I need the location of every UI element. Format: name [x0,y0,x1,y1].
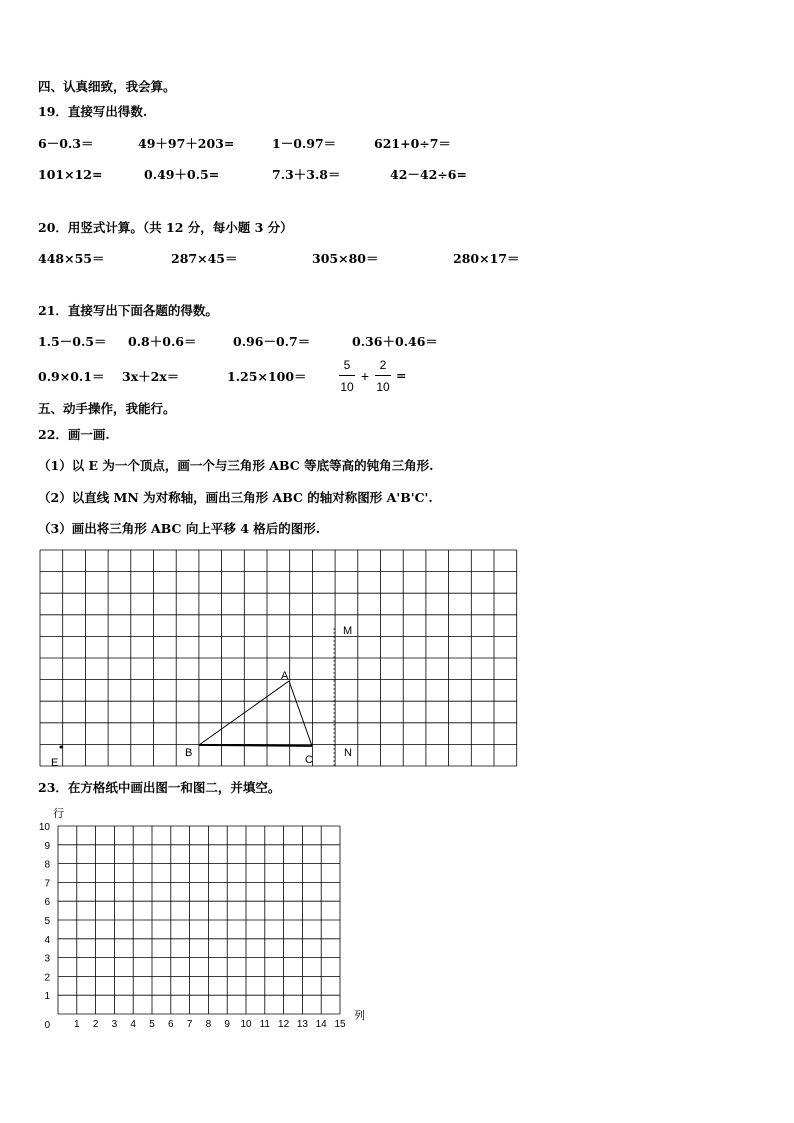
q21-expr-7: 1.25×100＝ [227,369,307,384]
q19-expr-5: 101×12= [38,167,103,182]
y-tick-label: 0 [44,1020,50,1031]
q21-expr-5: 0.9×0.1＝ [38,369,105,384]
x-tick-label: 5 [149,1019,155,1030]
q19-expr-3: 1－0.97＝ [272,136,337,151]
q19-expr-6: 0.49＋0.5= [144,167,220,182]
label-a: A [281,670,289,682]
q19-expr-4: 621+0÷7＝ [374,136,451,151]
q23-y-tick-labels [39,822,51,1031]
question-22-title: 22．画一画. [38,427,110,442]
x-tick-label: 4 [130,1019,136,1030]
x-tick-label: 12 [278,1019,290,1030]
y-tick-label: 3 [44,953,50,965]
label-m: M [343,625,353,637]
y-tick-label: 8 [44,859,50,871]
y-tick-label: 6 [44,897,50,909]
fraction-2-numerator: 2 [379,358,387,372]
q21-expr-3: 0.96－0.7＝ [233,334,311,349]
x-tick-label: 15 [334,1019,346,1030]
label-c: C [305,754,313,766]
x-tick-label: 3 [111,1019,118,1030]
x-tick-label: 13 [296,1019,308,1030]
q23-x-tick-labels [74,1019,346,1030]
x-tick-label: 14 [315,1019,327,1030]
x-tick-label: 8 [205,1019,212,1030]
x-tick-label: 6 [168,1019,174,1030]
fraction-2-denominator: 10 [376,380,390,394]
fraction-plus: + [360,368,370,384]
label-n: N [344,747,352,759]
q21-expr-2: 0.8＋0.6＝ [128,334,197,349]
q19-expr-2: 49＋97＋203= [138,136,235,151]
question-23-title: 23．在方格纸中画出图一和图二，并填空。 [38,780,281,795]
y-tick-label: 9 [44,840,50,852]
q20-expr-2: 287×45＝ [171,251,238,266]
y-tick-label: 2 [44,972,50,984]
fraction-equals: = [396,368,407,383]
x-tick-label: 2 [92,1019,99,1030]
row-axis-label: 行 [53,808,64,820]
question-21-title: 21．直接写出下面各题的得数。 [38,303,218,318]
fraction-1-denominator: 10 [340,380,354,394]
section-heading-5: 五、动手操作，我能行。 [38,401,176,416]
q21-expr-6: 3x＋2x＝ [122,369,180,384]
q19-expr-7: 7.3＋3.8＝ [272,167,341,182]
x-tick-label: 1 [74,1019,80,1030]
q19-expr-8: 42－42÷6= [390,167,467,182]
q20-expr-4: 280×17＝ [453,251,520,266]
y-tick-label: 5 [44,916,50,927]
y-tick-label: 4 [44,934,50,946]
x-tick-label: 9 [224,1019,230,1030]
q20-expr-3: 305×80＝ [312,251,379,266]
q22-sub-1: （1）以 E 为一个顶点，画一个与三角形 ABC 等底等高的钝角三角形. [38,458,434,473]
label-b: B [185,747,193,759]
question-20-title: 20．用竖式计算。（共 12 分，每小题 3 分） [38,220,293,235]
x-tick-label: 7 [186,1019,193,1030]
y-tick-label: 1 [44,991,50,1003]
q22-sub-2: （2）以直线 MN 为对称轴，画出三角形 ABC 的轴对称图形 A'B'C'. [38,490,433,505]
x-tick-label: 11 [259,1019,270,1030]
section-heading-4: 四、认真细致，我会算。 [38,79,176,94]
q21-expr-4: 0.36＋0.46＝ [352,334,438,349]
q22-sub-3: （3）画出将三角形 ABC 向上平移 4 格后的图形. [38,521,321,536]
x-tick-label: 10 [240,1019,252,1030]
column-axis-label: 列 [354,1010,365,1022]
label-e: E [51,757,59,769]
question-19-title: 19．直接写出得数. [38,104,148,119]
q21-expr-1: 1.5－0.5＝ [38,334,107,349]
q20-expr-1: 448×55＝ [38,251,105,266]
q23-grid-lines [58,826,340,1014]
y-tick-label: 10 [38,822,50,833]
q19-expr-1: 6－0.3＝ [38,136,94,151]
y-tick-label: 7 [44,878,50,890]
fraction-1-numerator: 5 [343,358,351,372]
